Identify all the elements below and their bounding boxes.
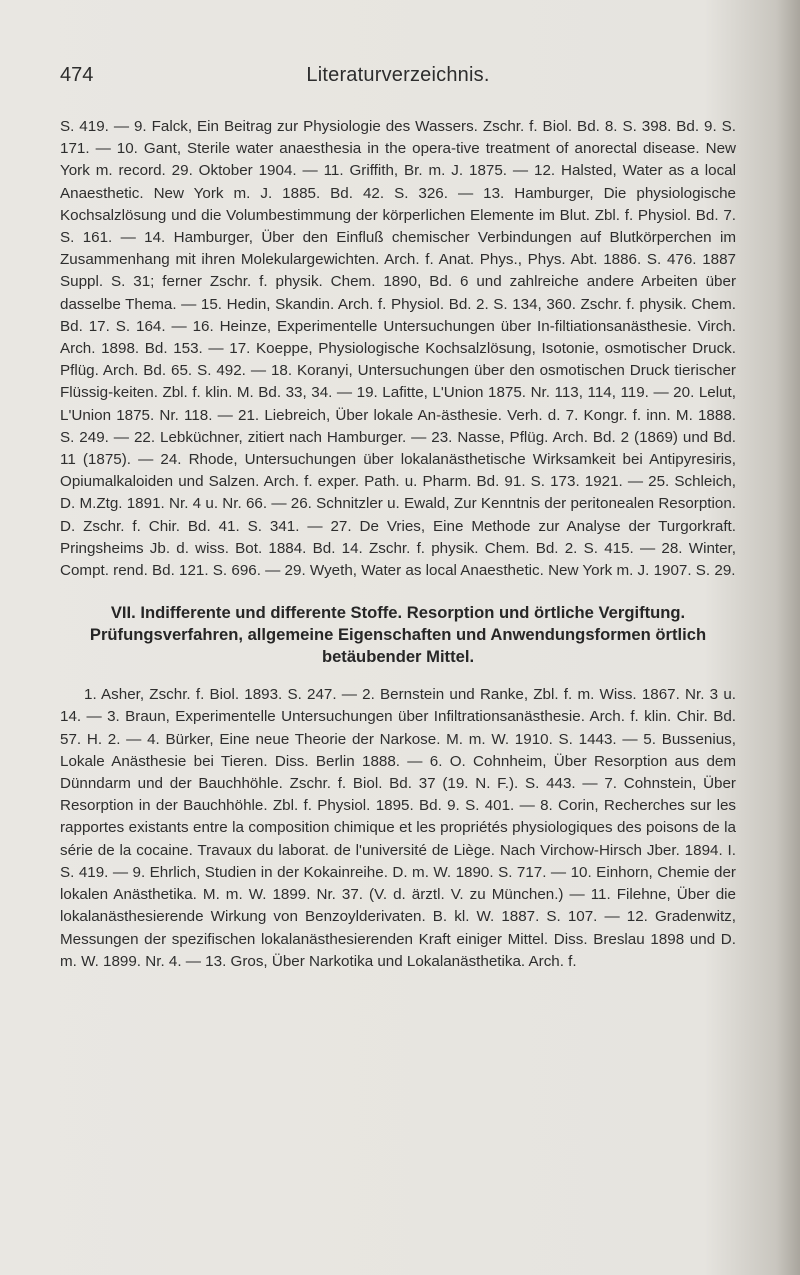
section-heading-line-3: betäubender Mittel. [321,647,475,667]
bibliography-section-7: 1. Asher, Zschr. f. Biol. 1893. S. 247. — 2. Bernstein und Ranke, Zbl. f. m. Wiss. 1867. Nr. 3 u. 14. — 3. Braun, Experimentelle Untersuchungen über Infiltrationsanästhesie. Arch. f. klin. Chir. Bd. 57. H. 2. — 4. Bürker, Eine neue Theorie der Narkose. M. m. W. 1910. S. 1443. — 5. Bussenius, Lokale Anästhesie bei Tieren. Diss. Berlin 1888. — 6. O. Cohnheim, Über Resorption aus dem Dünndarm und der Bauchhöhle. Zschr. f. Biol. Bd. 37 (19. N. F.). S. 443. — 7. Cohnstein, Über Resorption in der Bauchhöhle. Zbl. f. Physiol. 1895. Bd. 9. S. 401. — 8. Corin, Recherches sur les rapportes existants entre la composition chimique et les propriétés physiologiques des poisons de la série de la cocaine. Travaux du laborat. de l'université de Liège. Nach Virchow-Hirsch Jber. 1894. I. S. 419. — 9. Ehrlich, Studien in der Kokainreihe. D. m. W. 1890. S. 717. — 10. Einhorn, Chemie der lokalen Anästhetika. M. m. W. 1899. Nr. 37. (V. d. ärztl. V. zu München.) — 11. Filehne, Über die lokalanästhesierende Wirkung von Benzoylderivaten. B. kl. W. 1887. S. 107. — 12. Gradenwitz, Messungen der spezifischen lokalanästhesierenden Kraft einiger Mittel. Diss. Breslau 1898 und D. m. W. 1899. Nr. 4. — 13. Gros, Über Narkotika und Lokalanästhetika. Arch. f. [60,686,736,970]
section-heading-vii [60,602,736,668]
section-heading-line-2: Prüfungsverfahren, allgemeine Eigenschaften und Anwendungsformen örtlich [89,625,707,645]
page-header [60,64,736,94]
running-head: Literaturverzeichnis. [306,64,490,86]
page-body [60,116,736,973]
section-heading-line-1: VII. Indifferente und differente Stoffe. Resorption und örtliche Vergiftung. [110,603,686,623]
page-number: 474 [60,64,94,86]
bibliography-section-6-continued: S. 419. — 9. Falck, Ein Beitrag zur Physiologie des Wassers. Zschr. f. Biol. Bd. 8. S. 398. Bd. 9. S. 171. — 10. Gant, Sterile water anaesthesia in the opera-tive treatment of anorectal disease. New York m. record. 29. Oktober 1904. — 11. Griffith, Br. m. J. 1875. — 12. Halsted, Water as a local Anaesthetic. New York m. J. 1885. Bd. 42. S. 326. — 13. Hamburger, Die physiologische Kochsalzlösung und die Volumbestimmung der körperlichen Elemente im Blut. Zbl. f. Physiol. Bd. 7. S. 161. — 14. Hamburger, Über den Einfluß chemischer Verbindungen auf Blutkörperchen im Zusammenhang mit ihren Molekulargewichten. Arch. f. Anat. Phys., Phys. Abt. 1886. S. 476. 1887 Suppl. S. 31; ferner Zschr. f. physik. Chem. 1890, Bd. 6 und zahlreiche andere Arbeiten über dasselbe Thema. — 15. Hedin, Skandin. Arch. f. Physiol. Bd. 2. S. 134, 360. Zschr. f. physik. Chem. Bd. 17. S. 164. — 16. Heinze, Experimentelle Untersuchungen über In-filtiationsanästhesie. Virch. Arch. 1898. Bd. 153. — 17. Koeppe, Physiologische Kochsalzlösung, Isotonie, osmotischer Druck. Pflüg. Arch. Bd. 65. S. 492. — 18. Koranyi, Untersuchungen über den osmotischen Druck tierischer Flüssig-keiten. Zbl. f. klin. M. Bd. 33, 34. — 19. Lafitte, L'Union 1875. Nr. 113, 114, 119. — 20. Lelut, L'Union 1875. Nr. 118. — 21. Liebreich, Über lokale An-ästhesie. Verh. d. 7. Kongr. f. inn. M. 1888. S. 249. — 22. Lebküchner, zitiert nach Hamburger. — 23. Nasse, Pflüg. Arch. Bd. 2 (1869) und Bd. 11 (1875). — 24. Rhode, Untersuchungen über lokalanästhetische Wirksamkeit bei Antipyresiris, Opiumalkaloiden und Salzen. Arch. f. exper. Path. u. Pharm. Bd. 91. S. 173. 1921. — 25. Schleich, D. M.Ztg. 1891. Nr. 4 u. Nr. 66. — 26. Schnitzler u. Ewald, Zur Kenntnis der peritonealen Resorption. D. Zschr. f. Chir. Bd. 41. S. 341. — 27. De Vries, Eine Methode zur Analyse der Turgorkraft. Pringsheims Jb. d. wiss. Bot. 1884. Bd. 14. Zschr. f. physik. Chem. Bd. 2. S. 415. — 28. Winter, Compt. rend. Bd. 121. S. 696. — 29. Wyeth, Water as local Anaesthetic. New York m. J. 1907. S. 29. [60,118,736,580]
